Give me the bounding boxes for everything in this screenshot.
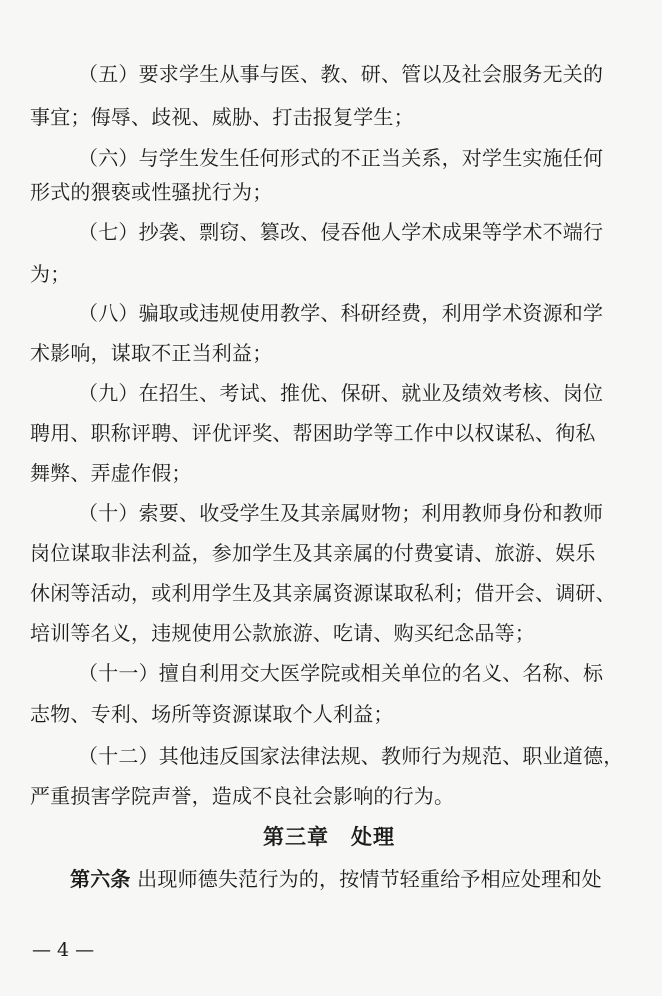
item-8-line-1: （八）骗取或违规使用教学、科研经费，利用学术资源和学: [78, 301, 604, 325]
item-9-line-2: 聘用、职称评聘、评优评奖、帮困助学等工作中以权谋私、徇私: [30, 421, 596, 445]
item-5-line-1: （五）要求学生从事与医、教、研、管以及社会服务无关的: [78, 62, 604, 86]
item-11-line-2: 志物、专利、场所等资源谋取个人利益；: [30, 702, 394, 726]
chapter-heading: 第三章 处理: [263, 824, 395, 849]
item-10-line-3: 休闲等活动，或利用学生及其亲属资源谋取私利；借开会、调研、: [30, 581, 616, 605]
article-6-line: [70, 867, 602, 891]
item-10-line-4: 培训等名义，违规使用公款旅游、吃请、购买纪念品等；: [30, 621, 535, 645]
item-12-line-2: 严重损害学院声誉，造成不良社会影响的行为。: [30, 784, 455, 808]
article-label: 第六条: [70, 867, 131, 891]
item-8-line-2: 术影响，谋取不正当利益；: [30, 341, 273, 365]
item-5-line-2: 事宜；侮辱、歧视、威胁、打击报复学生；: [30, 105, 414, 129]
item-7-line-2: 为；: [30, 262, 71, 286]
article-text: 出现师德失范行为的，按情节轻重给予相应处理和处: [137, 867, 602, 891]
item-7-line-1: （七）抄袭、剽窃、篡改、侵吞他人学术成果等学术不端行: [78, 220, 604, 244]
item-9-line-1: （九）在招生、考试、推优、保研、就业及绩效考核、岗位: [78, 381, 604, 405]
item-6-line-2: 形式的猥亵或性骚扰行为；: [30, 180, 273, 204]
item-12-line-1: （十二）其他违反国家法律法规、教师行为规范、职业道德，: [78, 744, 624, 768]
item-11-line-1: （十一）擅自利用交大医学院或相关单位的名义、名称、标: [78, 661, 604, 685]
item-10-line-2: 岗位谋取非法利益，参加学生及其亲属的付费宴请、旅游、娱乐: [30, 541, 596, 565]
item-6-line-1: （六）与学生发生任何形式的不正当关系，对学生实施任何: [78, 146, 604, 170]
item-9-line-3: 舞弊、弄虚作假；: [30, 461, 192, 485]
item-10-line-1: （十）索要、收受学生及其亲属财物；利用教师身份和教师: [78, 501, 604, 525]
page-number: — 4 —: [32, 939, 95, 961]
